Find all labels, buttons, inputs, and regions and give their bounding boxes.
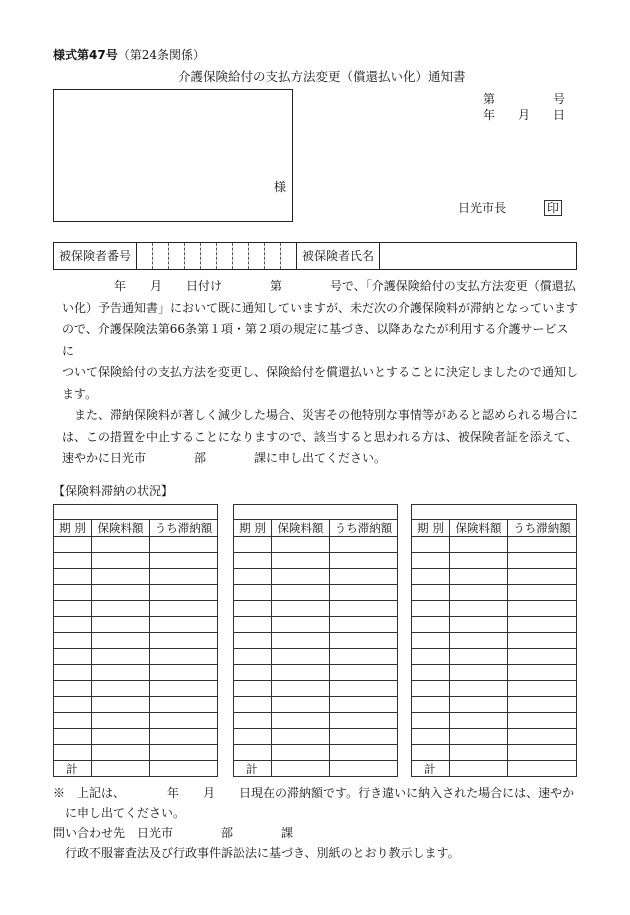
p2-line-1: また、滞納保険料が著しく減少した場合、災害その他特別な事情等があると認められる場合に: [74, 408, 579, 422]
table-row[interactable]: [412, 649, 577, 665]
table-top-blank: [412, 505, 577, 520]
total-label: 計: [412, 761, 450, 777]
arrears-table-3: [411, 504, 577, 777]
arrears-heading: 【保険料滞納の状況】: [53, 484, 174, 498]
table-row[interactable]: [412, 633, 577, 649]
col-period-header: 期 別: [234, 520, 272, 537]
document-title: 介護保険給付の支払方法変更（償還払い化）通知書: [178, 69, 466, 84]
table-row[interactable]: [234, 665, 398, 681]
issue-date-day: 日: [553, 108, 566, 122]
table-row[interactable]: [54, 745, 218, 761]
table-top-blank: [234, 505, 398, 520]
table-row[interactable]: [412, 697, 577, 713]
table-row[interactable]: [234, 649, 398, 665]
issue-date-month: 月: [518, 108, 531, 122]
col-premium-header: 保険料額: [272, 520, 330, 537]
note-mark: ※: [53, 786, 66, 800]
insured-info-row: [53, 242, 577, 270]
total-row: [412, 761, 577, 777]
table-row[interactable]: [234, 697, 398, 713]
note-line-1: 上記は、 年 月 日現在の滞納額です。行き違いに納入された場合には、速やか: [77, 786, 575, 800]
table-row[interactable]: [54, 633, 218, 649]
table-row[interactable]: [234, 617, 398, 633]
insured-name-label: 被保険者氏名: [297, 243, 380, 269]
contact-line: 問い合わせ先 日光市 部 課: [53, 826, 294, 840]
table-top-blank: [54, 505, 218, 520]
form-relation: （第24条関係）: [117, 48, 205, 62]
col-period-header: 期 別: [412, 520, 450, 537]
table-row[interactable]: [412, 681, 577, 697]
p1-line-2: い化）予告通知書」において既に通知していますが、未だ次の介護保険料が滞納となっています: [62, 300, 579, 315]
table-row[interactable]: [54, 553, 218, 569]
note-line-2: に申し出てください。: [65, 806, 186, 820]
table-row[interactable]: [54, 729, 218, 745]
table-row[interactable]: [234, 601, 398, 617]
col-unpaid-header: うち滞納額: [508, 520, 577, 537]
col-premium-header: 保険料額: [450, 520, 508, 537]
honorific: 様: [273, 180, 286, 194]
table-row[interactable]: [412, 569, 577, 585]
insured-name-field[interactable]: [380, 243, 576, 269]
total-row: [54, 761, 218, 777]
arrears-table-2: [233, 504, 398, 777]
table-row[interactable]: [412, 601, 577, 617]
table-row[interactable]: [234, 553, 398, 569]
address-box[interactable]: [53, 89, 293, 222]
table-row[interactable]: [234, 569, 398, 585]
table-row[interactable]: [412, 713, 577, 729]
seal-mark: 印: [544, 200, 562, 216]
insured-number-field[interactable]: [137, 243, 297, 269]
p1-line-4: ついて保険給付の支払方法を変更し、保険給付を償還払いとすることに決定しましたので通知し: [62, 365, 579, 379]
issue-number-go: 号: [553, 92, 566, 106]
col-period-header: 期 別: [54, 520, 92, 537]
table-row[interactable]: [54, 585, 218, 601]
total-row: [234, 761, 398, 777]
p2-line-2: は、この措置を中止することになりますので、該当すると思われる方は、被保険者証を添えて、: [62, 429, 578, 444]
p1-line-1: 年 月 日付け 第 号で、「介護保険給付の支払方法変更（償還払: [114, 279, 576, 293]
table-row[interactable]: [54, 601, 218, 617]
col-unpaid-header: うち滞納額: [330, 520, 398, 537]
col-premium-header: 保険料額: [92, 520, 150, 537]
table-row[interactable]: [412, 617, 577, 633]
appeal-line: 行政不服審査法及び行政事件訴訟法に基づき、別紙のとおり教示します。: [65, 846, 460, 860]
table-row[interactable]: [54, 681, 218, 697]
total-label: 計: [54, 761, 92, 777]
p1-line-5: ます。: [62, 386, 98, 401]
arrears-table-1: [53, 504, 218, 777]
table-row[interactable]: [54, 537, 218, 553]
notice-paragraph-1: [62, 276, 578, 470]
table-row[interactable]: [234, 585, 398, 601]
form-number: [53, 46, 205, 63]
table-row[interactable]: [54, 697, 218, 713]
table-row[interactable]: [54, 649, 218, 665]
table-row[interactable]: [54, 665, 218, 681]
table-row[interactable]: [412, 537, 577, 553]
issue-number-no: 第: [483, 92, 496, 106]
table-row[interactable]: [412, 745, 577, 761]
table-row[interactable]: [234, 681, 398, 697]
table-row[interactable]: [412, 553, 577, 569]
table-row[interactable]: [412, 665, 577, 681]
p2-line-3: 速やかに日光市 部 課に申し出てください。: [62, 451, 387, 465]
table-row[interactable]: [234, 633, 398, 649]
insured-number-label: 被保険者番号: [54, 243, 137, 269]
table-row[interactable]: [54, 617, 218, 633]
col-unpaid-header: うち滞納額: [150, 520, 218, 537]
table-row[interactable]: [234, 729, 398, 745]
form-number-label: 様式第47号: [53, 48, 118, 62]
table-row[interactable]: [234, 713, 398, 729]
table-row[interactable]: [412, 585, 577, 601]
p1-line-3: ので、介護保険法第66条第１項・第２項の規定に基づき、以降あなたが利用する介護サービスに: [62, 322, 569, 358]
issue-date-year: 年: [483, 108, 496, 122]
mayor-title: 日光市長: [458, 201, 507, 215]
table-row[interactable]: [234, 537, 398, 553]
note-block: [53, 783, 574, 863]
table-row[interactable]: [234, 745, 398, 761]
total-label: 計: [234, 761, 272, 777]
table-row[interactable]: [54, 569, 218, 585]
table-row[interactable]: [412, 729, 577, 745]
issuer: [458, 199, 562, 216]
table-row[interactable]: [54, 713, 218, 729]
